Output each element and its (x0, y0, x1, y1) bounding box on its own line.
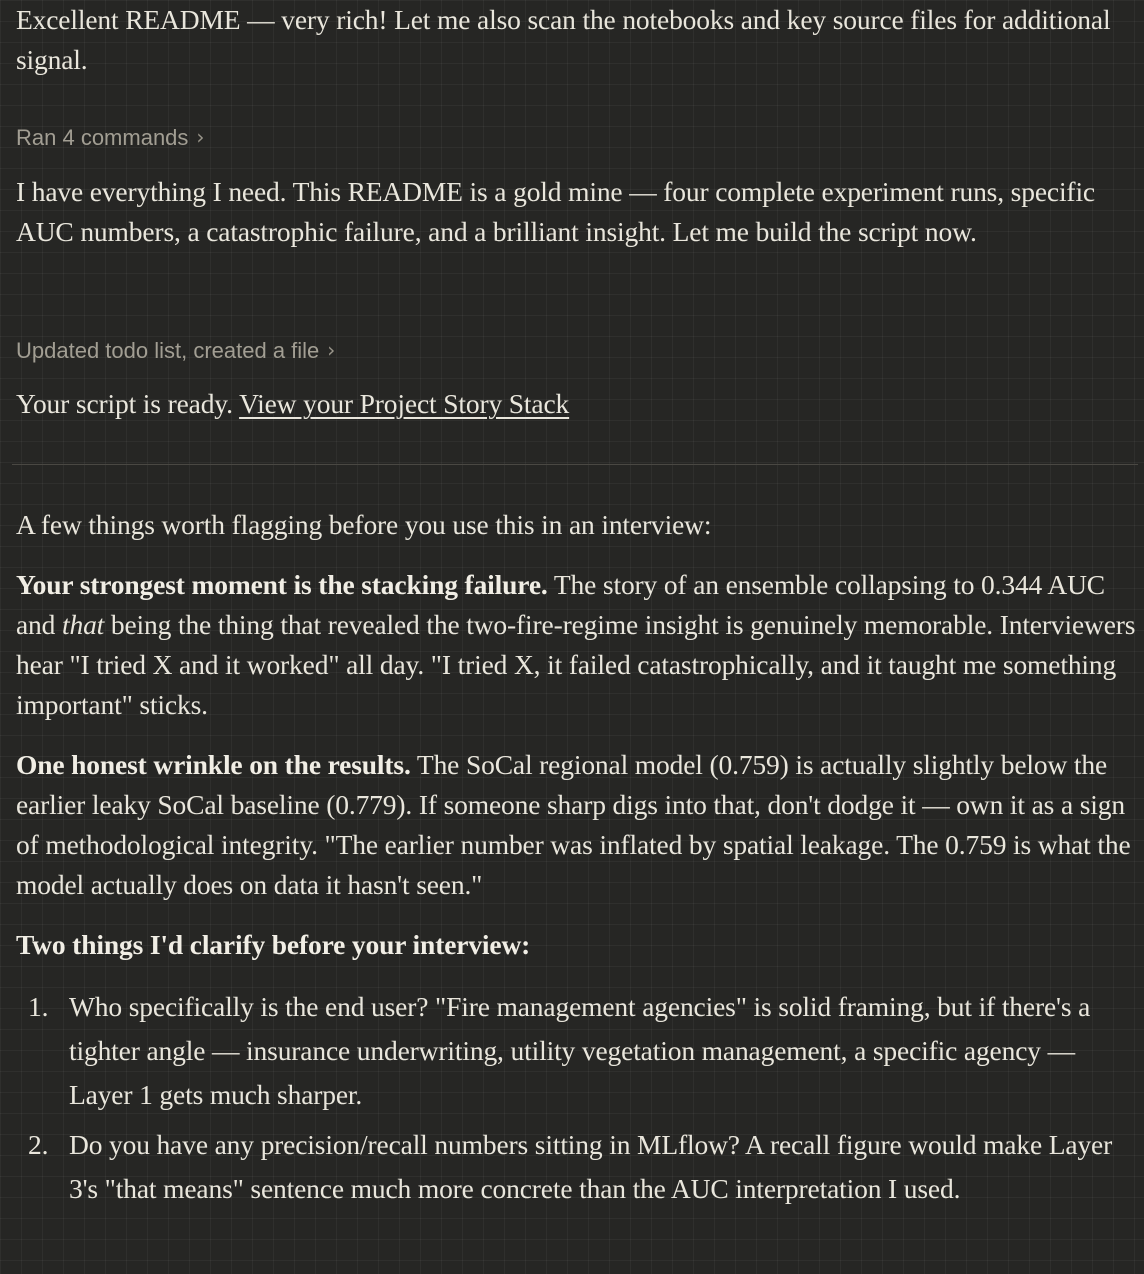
response-intro: A few things worth flagging before you use this in an interview: (16, 509, 712, 540)
assistant-message-ready (16, 384, 1140, 424)
list-item-text: Do you have any precision/recall numbers sitting in MLflow? A recall figure would make Layer 3's "that means" sentence much more concrete than the AUC interpretation I used. (69, 1129, 1113, 1204)
ready-text: Your script is ready. (16, 388, 240, 419)
response-paragraph-stacking: Your strongest moment is the stacking failure. The story of an ensemble collapsing to 0.344 AUC and that being the thing that revealed the two-fire-regime insight is genuinely memorable. Interviewers hear "I tried X and it worked" all day. "I tried X, it failed catastrophically, and it taught me something important" sticks. (16, 569, 1136, 720)
tool-summary-ran-commands[interactable] (16, 123, 204, 153)
assistant-message-readme: Excellent README — very rich! Let me also scan the notebooks and key source files for additional signal. (16, 4, 1111, 75)
list-item-number: 2. (28, 1129, 49, 1160)
section-divider (12, 464, 1138, 465)
clarify-list (16, 985, 1134, 1211)
emphasis-text: that (61, 609, 105, 640)
tool-summary-created-file[interactable] (16, 336, 335, 366)
list-item (16, 1123, 1134, 1211)
list-item-text: Who specifically is the end user? "Fire management agencies" is solid framing, but if there's a tighter angle — insurance underwriting, utility vegetation management, a specific agency — Layer 1 gets much sharper. (69, 991, 1091, 1110)
chevron-right-icon: › (196, 125, 205, 149)
response-clarify-heading: Two things I'd clarify before your interview: (16, 929, 531, 960)
list-item-number: 1. (28, 991, 49, 1022)
tool-summary-label: Updated todo list, created a file (16, 338, 320, 363)
paragraph-heading: One honest wrinkle on the results. (16, 749, 411, 780)
paragraph-heading: Your strongest moment is the stacking failure. (16, 569, 548, 600)
tool-summary-label: Ran 4 commands (16, 125, 189, 150)
chevron-right-icon: › (327, 338, 336, 362)
response-paragraph-wrinkle: One honest wrinkle on the results. The SoCal regional model (0.759) is actually slightly below the earlier leaky SoCal baseline (0.779). If someone sharp digs into that, don't dodge it — own it as a sign of methodological integrity. "The earlier number was inflated by spatial leakage. The 0.759 is what the model actually does on data it hasn't seen." (16, 749, 1131, 900)
list-item (16, 985, 1134, 1117)
view-project-story-stack-link[interactable]: View your Project Story Stack (239, 388, 570, 419)
assistant-message-plan: I have everything I need. This README is a gold mine — four complete experiment runs, specific AUC numbers, a catastrophic failure, and a brilliant insight. Let me build the script now. (16, 176, 1095, 247)
